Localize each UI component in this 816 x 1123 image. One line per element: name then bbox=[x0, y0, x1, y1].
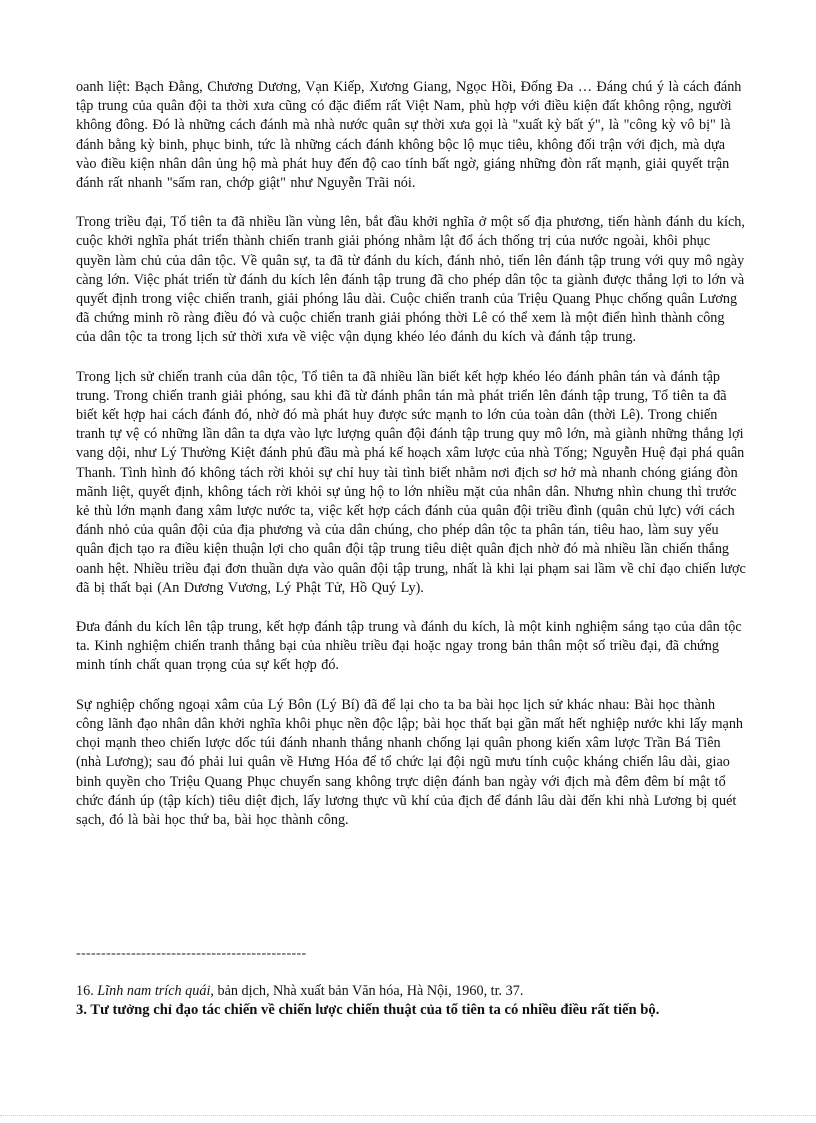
paragraph-1: oanh liệt: Bạch Đằng, Chương Dương, Vạn Kiếp, Xương Giang, Ngọc Hồi, Đống Đa … Đáng chú ý là cách đánh tập trung của quân đội ta thời xưa cũng có đặc điểm rất Việt Nam, phù hợp với điều kiện đất không rộng, người không đông. Đó là những cách đánh mà nhà nước quân sự thời xưa gọi là "xuất kỳ bất ý", là "công kỳ vô bị" là đánh bằng kỳ binh, phục binh, tức là những cách đánh không bộc lộ mục tiêu, không đối trận với địch, mà dựa vào điều kiện nhân dân ủng hộ mà phát huy đến độ cao tính bất ngờ, giáng những đòn rất mạnh, giải quyết trận đánh rất nhanh "sấm ran, chớp giật" như Nguyễn Trãi nói. bbox=[76, 79, 742, 192]
footnote bbox=[76, 982, 766, 1001]
footnote-separator: ---------------------------------------------- bbox=[76, 946, 307, 961]
body-text bbox=[76, 78, 746, 850]
footnote-citation: , bản dịch, Nhà xuất bản Văn hóa, Hà Nội, 1960, tr. 37. bbox=[210, 983, 524, 999]
section-heading: 3. Tư tưởng chỉ đạo tác chiến về chiến lược chiến thuật của tổ tiên ta có nhiều điều rất tiến bộ. bbox=[76, 1002, 660, 1018]
page-bottom-border bbox=[0, 1115, 816, 1116]
paragraph-2: Trong triều đại, Tổ tiên ta đã nhiều lần vùng lên, bắt đầu khởi nghĩa ở một số địa phương, tiến hành đánh du kích, cuộc khởi nghĩa phát triển thành chiến tranh giải phóng nhằm lật đổ ách thống trị của nước ngoài, khôi phục quyền làm chủ của dân tộc. Về quân sự, ta đã từ đánh du kích, đánh nhỏ, tiến lên đánh tập trung với quy mô ngày càng lớn. Việc phát triển từ đánh du kích lên đánh tập trung đã cho phép dân tộc ta giành được thắng lợi to lớn và quyết định trong việc chiến tranh, giải phóng lâu dài. Cuộc chiến tranh của Triệu Quang Phục chống quân Lương đã chứng minh rõ ràng điều đó và cuộc chiến tranh giải phóng thời Lê có thể xem là một điển hình thành công của dân tộc ta trong lịch sử thời xưa về việc vận dụng khéo léo đánh du kích và đánh tập trung. bbox=[76, 214, 745, 346]
paragraph-3: Trong lịch sử chiến tranh của dân tộc, Tổ tiên ta đã nhiều lần biết kết hợp khéo léo đánh phân tán và đánh tập trung. Trong chiến tranh giải phóng, sau khi đã từ đánh phân tán mà phát triển lên đánh tập trung, Tổ tiên ta đã biết kết hợp hai cách đánh đó, nhờ đó mà phát huy được sức mạnh to lớn của toàn dân (thời Lê). Trong chiến tranh tự vệ có những lần dân ta dựa vào lực lượng quân đội đánh tập trung quy mô lớn, mà giành những thắng lợi vang dội, như Lý Thường Kiệt đánh phủ đầu mà phá kế hoạch xâm lược của nhà Tống; Nguyễn Huệ đại phá quân Thanh. Tình hình đó không tách rời khỏi sự chỉ huy tài tình biết nhằm nơi địch sơ hở mà nhanh chóng giáng đòn mãnh liệt, quyết định, không tách rời khỏi sự ủng hộ to lớn nhiều mặt của nhân dân. Nhưng nhìn chung thì trước kẻ thù lớn mạnh đang xâm lược nước ta, việc kết hợp cách đánh của quân đội triều đình (quân chủ lực) với cách đánh nhỏ của quân đội của địa phương và của dân chúng, cho phép dân tộc ta phân tán, tiêu hao, làm suy yếu quân địch tạo ra điều kiện thuận lợi cho quân đội tập trung tiêu diệt quân địch nhờ đó mà nhiều lần chiến thắng oanh hệt. Nhiều triều đại đơn thuần dựa vào quân đội tập trung, nhất là khi lại phạm sai lầm về chỉ đạo chiến lược đã bị thất bại (An Dương Vương, Lý Phật Tử, Hồ Quý Ly). bbox=[76, 368, 746, 596]
footnote-book-title: Lĩnh nam trích quái bbox=[97, 983, 211, 999]
paragraph-4: Đưa đánh du kích lên tập trung, kết hợp đánh tập trung và đánh du kích, là một kinh nghiệm sáng tạo của dân tộc ta. Kinh nghiệm chiến tranh thắng bại của nhiều triều đại hoặc ngay trong bản thân một số triều đại, đã chứng minh tính chất quan trọng của sự kết hợp đó. bbox=[76, 619, 742, 674]
footnote-number: 16. bbox=[76, 983, 94, 999]
paragraph-5: Sự nghiệp chống ngoại xâm của Lý Bôn (Lý Bí) đã để lại cho ta ba bài học lịch sử khác nhau: Bài học thành công lãnh đạo nhân dân khởi nghĩa khôi phục nền độc lập; bài học thất bại gần mất hết nghiệp nước khi lấy mạnh chọi mạnh theo chiến lược dốc túi đánh nhanh thắng nhanh chống lại quân phong kiến xâm lược Trần Bá Tiên (nhà Lương); sau đó phải lui quân về Hưng Hóa để tổ chức lại đội ngũ mưu tính cuộc kháng chiến lâu dài, giao binh quyền cho Triệu Quang Phục chuyển sang không trực diện đánh ban ngày với địch mà đêm đêm bí mật tổ chức đánh úp (tập kích) tiêu diệt địch, lấy lương thực vũ khí của địch để đánh lâu dài đến khi nhà Lương bị quét sạch, đó là bài học thứ ba, bài học thành công. bbox=[76, 696, 744, 828]
